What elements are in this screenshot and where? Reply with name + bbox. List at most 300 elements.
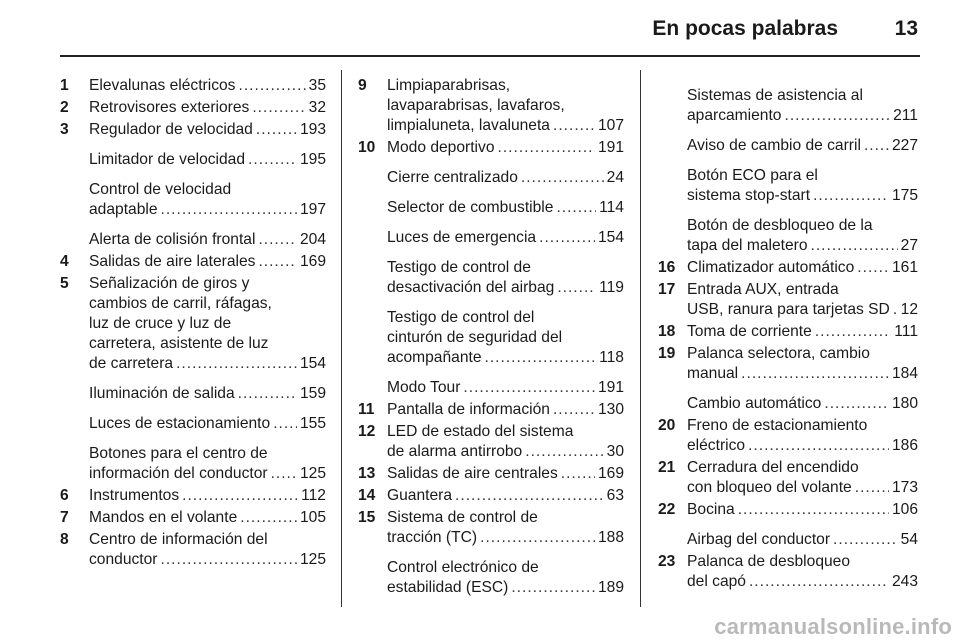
watermark: carmanualsonline.info	[714, 614, 952, 639]
entry-text	[687, 216, 918, 256]
entry-line: Control de velocidad	[89, 181, 232, 198]
dot-leader	[238, 384, 297, 404]
dot-leader	[511, 578, 595, 598]
entry-page-ref[interactable]: 54	[900, 531, 918, 548]
entry-label: información del conductor	[89, 465, 268, 482]
entry-number: 4	[60, 253, 69, 270]
index-entry	[658, 530, 918, 550]
index-entry	[658, 86, 918, 126]
entry-text	[687, 166, 918, 206]
entry-label: Modo Tour	[387, 379, 461, 396]
dot-leader	[256, 120, 297, 140]
index-entry	[60, 530, 326, 570]
dot-leader	[160, 550, 296, 570]
index-entry	[60, 180, 326, 220]
entry-page-ref[interactable]: 30	[606, 443, 624, 460]
dot-leader	[258, 252, 297, 272]
index-entry	[358, 138, 624, 158]
entry-text	[89, 444, 326, 484]
entry-line: Freno de estacionamiento	[687, 417, 868, 434]
entry-label: Salidas de aire centrales	[387, 465, 558, 482]
dot-leader	[857, 258, 889, 278]
entry-number: 12	[358, 423, 376, 440]
dot-leader	[463, 378, 595, 398]
entry-label: Bocina	[687, 501, 735, 518]
entry-last-line	[89, 486, 326, 506]
entry-number	[658, 86, 687, 126]
index-entry	[658, 216, 918, 256]
index-entry	[358, 422, 624, 462]
entry-last-line	[687, 530, 918, 550]
entry-last-line	[387, 168, 624, 188]
entry-last-line	[687, 236, 918, 256]
entry-page-ref[interactable]: 118	[599, 349, 624, 366]
entry-label: Cierre centralizado	[387, 169, 518, 186]
dot-leader	[182, 486, 298, 506]
dot-leader	[811, 236, 898, 256]
entry-page-ref[interactable]: 169	[597, 465, 624, 482]
entry-page-ref[interactable]: 27	[900, 237, 918, 254]
dot-leader	[561, 464, 595, 484]
dot-leader	[855, 478, 889, 498]
entry-page-ref[interactable]: 63	[606, 487, 624, 504]
entry-label: Pantalla de información	[387, 401, 550, 418]
entry-number: 22	[658, 501, 676, 518]
entry-last-line	[687, 364, 918, 384]
entry-number: 17	[658, 281, 676, 298]
dot-leader	[557, 278, 596, 298]
dot-leader	[738, 500, 889, 520]
dot-leader	[741, 364, 889, 384]
entry-number: 14	[358, 487, 376, 504]
dot-leader	[824, 394, 889, 414]
entry-number: 21	[658, 459, 676, 476]
index-entry	[658, 344, 918, 384]
entry-line: Testigo de control del	[387, 309, 535, 326]
entry-line: luz de cruce y luz de	[89, 315, 232, 332]
entry-line: Limpiaparabrisas,	[387, 77, 511, 94]
entry-text	[387, 400, 624, 420]
entry-text	[89, 486, 326, 506]
dot-leader	[498, 138, 595, 158]
entry-last-line	[387, 400, 624, 420]
entry-line: Palanca selectora, cambio	[687, 345, 870, 362]
entry-text	[387, 138, 624, 158]
entry-page-ref[interactable]: 114	[599, 199, 624, 216]
entry-last-line	[387, 228, 624, 248]
entry-text	[687, 344, 918, 384]
entry-label: Cambio automático	[687, 395, 822, 412]
entry-line: Cerradura del encendido	[687, 459, 859, 476]
entry-label: Guantera	[387, 487, 453, 504]
entry-line: LED de estado del sistema	[387, 423, 574, 440]
entry-page-ref[interactable]: 191	[597, 379, 624, 396]
entry-line: Señalización de giros y	[89, 275, 250, 292]
index-entry	[358, 558, 624, 598]
entry-line: Botones para el centro de	[89, 445, 268, 462]
entry-text	[387, 378, 624, 398]
entry-last-line	[89, 120, 326, 140]
entry-text	[387, 168, 624, 188]
entry-last-line	[687, 478, 918, 498]
entry-text	[387, 76, 624, 136]
index-column-2	[358, 76, 624, 600]
entry-last-line	[387, 278, 624, 298]
entry-page-ref[interactable]: 173	[891, 479, 918, 496]
entry-label: con bloqueo del volante	[687, 479, 852, 496]
entry-text	[687, 500, 918, 520]
index-entry	[60, 486, 326, 506]
entry-line: Palanca de desbloqueo	[687, 553, 851, 570]
dot-leader	[455, 486, 604, 506]
entry-number: 15	[358, 509, 376, 526]
entry-last-line	[89, 384, 326, 404]
entry-page-ref[interactable]: 188	[597, 529, 624, 546]
entry-text	[687, 530, 918, 550]
dot-leader	[864, 136, 889, 156]
entry-label: Luces de estacionamiento	[89, 415, 271, 432]
entry-last-line	[687, 436, 918, 456]
entry-label: estabilidad (ESC)	[387, 579, 509, 596]
entry-page-ref[interactable]: 32	[308, 99, 326, 116]
entry-text	[687, 458, 918, 498]
entry-text	[89, 414, 326, 434]
index-entry	[658, 258, 918, 278]
entry-last-line	[89, 550, 326, 570]
entry-number: 11	[358, 401, 375, 418]
entry-page-ref[interactable]: 227	[891, 137, 918, 154]
index-entry	[60, 252, 326, 272]
entry-page-ref[interactable]: 180	[891, 395, 918, 412]
entry-label: aparcamiento	[687, 107, 782, 124]
entry-page-ref[interactable]: 12	[900, 301, 918, 318]
entry-number	[658, 166, 687, 206]
index-entry	[658, 166, 918, 206]
dot-leader	[176, 354, 297, 374]
entry-number	[60, 414, 89, 434]
index-entry	[60, 414, 326, 434]
dot-leader	[893, 300, 898, 320]
entry-page-ref[interactable]: 155	[299, 415, 326, 432]
entry-number: 19	[658, 345, 676, 362]
entry-label: Modo deportivo	[387, 139, 495, 156]
entry-label: de alarma antirrobo	[387, 443, 523, 460]
entry-number	[60, 150, 89, 170]
entry-text	[687, 416, 918, 456]
entry-number: 23	[658, 553, 676, 570]
entry-last-line	[387, 528, 624, 548]
entry-last-line	[89, 230, 326, 250]
entry-label: Aviso de cambio de carril	[687, 137, 861, 154]
entry-page-ref[interactable]: 169	[299, 253, 326, 270]
dot-leader	[480, 528, 595, 548]
index-entry	[658, 322, 918, 342]
index-entry	[358, 486, 624, 506]
entry-text	[687, 394, 918, 414]
entry-number	[60, 180, 89, 220]
dot-leader	[553, 116, 595, 136]
dot-leader	[521, 168, 604, 188]
entry-page-ref[interactable]: 107	[597, 117, 624, 134]
entry-text	[687, 552, 918, 592]
entry-text	[89, 274, 326, 374]
entry-text	[89, 252, 326, 272]
index-entry	[60, 98, 326, 118]
entry-text	[387, 486, 624, 506]
entry-label: USB, ranura para tarjetas SD	[687, 301, 890, 318]
entry-label: del capó	[687, 573, 746, 590]
entry-page-ref[interactable]: 105	[299, 509, 326, 526]
entry-line: cambios de carril, ráfagas,	[89, 295, 272, 312]
entry-label: Mandos en el volante	[89, 509, 238, 526]
dot-leader	[553, 400, 595, 420]
entry-label: Airbag del conductor	[687, 531, 831, 548]
entry-page-ref[interactable]: 119	[599, 279, 624, 296]
entry-label: Salidas de aire laterales	[89, 253, 256, 270]
entry-last-line	[387, 464, 624, 484]
dot-leader	[271, 464, 297, 484]
entry-text	[89, 76, 326, 96]
entry-label: Limitador de velocidad	[89, 151, 246, 168]
entry-last-line	[89, 98, 326, 118]
entry-line: Sistema de control de	[387, 509, 538, 526]
entry-last-line	[387, 486, 624, 506]
entry-number	[60, 230, 89, 250]
index-entry	[60, 150, 326, 170]
entry-text	[387, 508, 624, 548]
entry-text	[687, 136, 918, 156]
entry-last-line	[687, 322, 918, 342]
entry-number	[658, 216, 687, 256]
entry-text	[387, 464, 624, 484]
entry-number	[658, 530, 687, 550]
entry-label: conductor	[89, 551, 158, 568]
entry-line: Entrada AUX, entrada	[687, 281, 839, 298]
entry-text	[687, 280, 918, 320]
entry-page-ref[interactable]: 175	[891, 187, 918, 204]
dot-leader	[813, 186, 889, 206]
entry-last-line	[387, 348, 624, 368]
entry-label: desactivación del airbag	[387, 279, 555, 296]
dot-leader	[815, 322, 891, 342]
entry-page-ref[interactable]: 154	[597, 229, 624, 246]
entry-line: lavaparabrisas, lavafaros,	[387, 97, 565, 114]
entry-label: Alerta de colisión frontal	[89, 231, 256, 248]
index-entry	[60, 274, 326, 374]
entry-last-line	[687, 186, 918, 206]
page-number: 13	[894, 17, 918, 40]
entry-number: 7	[60, 509, 69, 526]
entry-label: eléctrico	[687, 437, 746, 454]
entry-page-ref[interactable]: 35	[308, 77, 326, 94]
entry-page-ref[interactable]: 243	[891, 573, 918, 590]
entry-last-line	[89, 150, 326, 170]
index-entry	[658, 280, 918, 320]
entry-page-ref[interactable]: 24	[606, 169, 624, 186]
entry-number: 18	[658, 323, 676, 340]
entry-label: limpialuneta, lavaluneta	[387, 117, 550, 134]
entry-page-ref[interactable]: 106	[891, 501, 918, 518]
entry-text	[89, 508, 326, 528]
entry-number: 8	[60, 531, 69, 548]
entry-last-line	[387, 442, 624, 462]
entry-last-line	[89, 414, 326, 434]
entry-number	[60, 444, 89, 484]
dot-leader	[238, 76, 305, 96]
entry-page-ref[interactable]: 125	[299, 551, 326, 568]
entry-page-ref[interactable]: 111	[894, 323, 918, 340]
entry-label: Luces de emergencia	[387, 229, 537, 246]
entry-page-ref[interactable]: 189	[597, 579, 624, 596]
entry-label: Elevalunas eléctricos	[89, 77, 236, 94]
entry-last-line	[687, 106, 918, 126]
entry-page-ref[interactable]: 204	[299, 231, 326, 248]
entry-text	[687, 258, 918, 278]
entry-last-line	[387, 138, 624, 158]
dot-leader	[525, 442, 603, 462]
index-entry	[60, 384, 326, 404]
entry-number	[358, 198, 387, 218]
entry-last-line	[89, 508, 326, 528]
entry-line: Botón de desbloqueo de la	[687, 217, 873, 234]
entry-page-ref[interactable]: 130	[597, 401, 624, 418]
dot-leader	[749, 572, 889, 592]
entry-text	[89, 98, 326, 118]
entry-last-line	[89, 200, 326, 220]
index-entry	[658, 552, 918, 592]
entry-last-line	[89, 76, 326, 96]
entry-line: Sistemas de asistencia al	[687, 87, 863, 104]
entry-page-ref[interactable]: 184	[891, 365, 918, 382]
index-entry	[358, 258, 624, 298]
entry-number: 1	[60, 77, 69, 94]
dot-leader	[784, 106, 890, 126]
entry-number	[358, 168, 387, 188]
entry-last-line	[387, 116, 624, 136]
entry-page-ref[interactable]: 191	[597, 139, 624, 156]
dot-leader	[748, 436, 889, 456]
page-title: En pocas palabras	[652, 17, 838, 40]
entry-text	[89, 180, 326, 220]
index-entry	[358, 308, 624, 368]
entry-number	[658, 136, 687, 156]
entry-page-ref[interactable]: 154	[299, 355, 326, 372]
entry-last-line	[89, 354, 326, 374]
entry-page-ref[interactable]: 125	[299, 465, 326, 482]
entry-page-ref[interactable]: 186	[891, 437, 918, 454]
entry-label: tapa del maletero	[687, 237, 808, 254]
entry-page-ref[interactable]: 159	[299, 385, 326, 402]
column-divider	[640, 70, 641, 607]
index-entry	[358, 378, 624, 398]
entry-label: Selector de combustible	[387, 199, 554, 216]
entry-number	[658, 394, 687, 414]
index-entry	[358, 400, 624, 420]
entry-line: carretera, asistente de luz	[89, 335, 269, 352]
entry-label: Climatizador automático	[687, 259, 855, 276]
index-entry	[60, 508, 326, 528]
entry-line: cinturón de seguridad del	[387, 329, 563, 346]
entry-number	[358, 258, 387, 298]
dot-leader	[258, 230, 297, 250]
entry-number	[358, 308, 387, 368]
entry-number	[358, 228, 387, 248]
index-entry	[358, 508, 624, 548]
entry-page-ref[interactable]: 193	[299, 121, 326, 138]
entry-number	[60, 384, 89, 404]
index-entry	[658, 416, 918, 456]
entry-last-line	[687, 500, 918, 520]
entry-last-line	[387, 198, 624, 218]
entry-line: Control electrónico de	[387, 559, 539, 576]
entry-text	[687, 322, 918, 342]
dot-leader	[240, 508, 297, 528]
entry-label: Iluminación de salida	[89, 385, 235, 402]
entry-last-line	[387, 378, 624, 398]
index-entry	[658, 458, 918, 498]
entry-text	[387, 258, 624, 298]
entry-label: sistema stop-start	[687, 187, 811, 204]
dot-leader	[539, 228, 595, 248]
entry-last-line	[89, 464, 326, 484]
entry-text	[387, 422, 624, 462]
entry-last-line	[687, 136, 918, 156]
index-column-1	[60, 76, 326, 572]
index-entry	[60, 230, 326, 250]
entry-last-line	[687, 572, 918, 592]
entry-number: 10	[358, 139, 376, 156]
dot-leader	[556, 198, 596, 218]
entry-page-ref[interactable]: 161	[891, 259, 918, 276]
column-divider	[341, 70, 342, 607]
index-entry	[658, 136, 918, 156]
entry-text	[89, 120, 326, 140]
index-entry	[658, 394, 918, 414]
entry-page-ref[interactable]: 211	[893, 107, 918, 124]
index-entry	[358, 168, 624, 188]
entry-number: 2	[60, 99, 69, 116]
entry-line: Botón ECO para el	[687, 167, 818, 184]
entry-line: Centro de información del	[89, 531, 268, 548]
entry-text	[89, 384, 326, 404]
entry-last-line	[89, 252, 326, 272]
entry-text	[387, 198, 624, 218]
entry-number: 20	[658, 417, 676, 434]
entry-number	[358, 558, 387, 598]
index-entry	[60, 120, 326, 140]
entry-page-ref[interactable]: 197	[299, 201, 326, 218]
dot-leader	[273, 414, 297, 434]
entry-number: 3	[60, 121, 69, 138]
entry-last-line	[687, 258, 918, 278]
entry-text	[387, 558, 624, 598]
entry-text	[387, 228, 624, 248]
index-entry	[60, 76, 326, 96]
entry-page-ref[interactable]: 112	[301, 487, 326, 504]
entry-page-ref[interactable]: 195	[299, 151, 326, 168]
index-column-3	[658, 76, 918, 594]
entry-number: 9	[358, 77, 367, 94]
entry-last-line	[387, 578, 624, 598]
entry-number	[358, 378, 387, 398]
entry-number: 13	[358, 465, 376, 482]
entry-line: Testigo de control de	[387, 259, 531, 276]
entry-label: Toma de corriente	[687, 323, 812, 340]
dot-leader	[161, 200, 297, 220]
dot-leader	[485, 348, 597, 368]
dot-leader	[252, 98, 305, 118]
index-entry	[358, 228, 624, 248]
